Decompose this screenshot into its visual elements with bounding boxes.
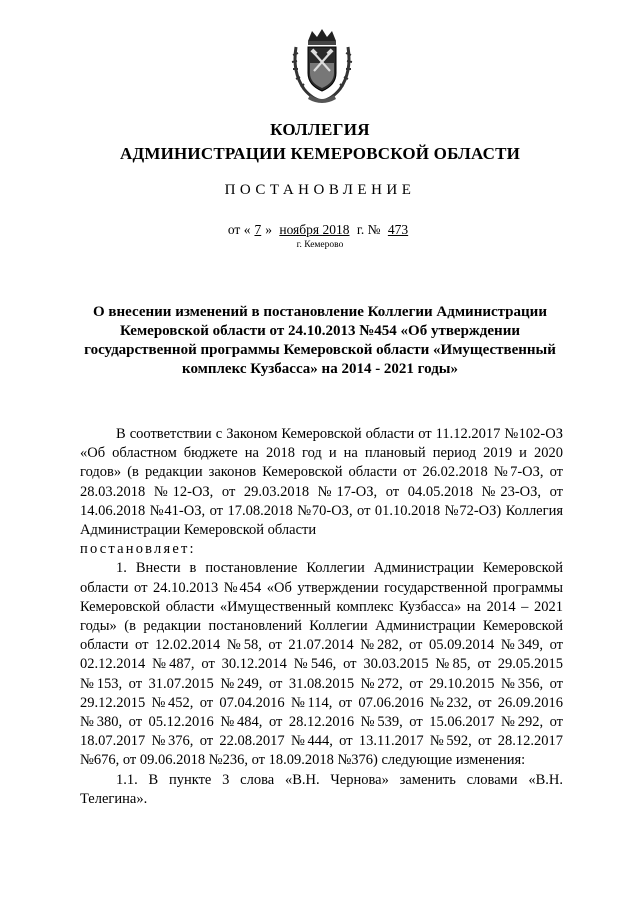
coat-of-arms-emblem	[290, 27, 354, 105]
organization-line-2: АДМИНИСТРАЦИИ КЕМЕРОВСКОЙ ОБЛАСТИ	[119, 144, 521, 163]
paragraph-1	[80, 425, 563, 540]
organization-line-1: КОЛЛЕГИЯ	[270, 120, 370, 139]
date-number-line	[0, 222, 640, 238]
paragraph-3: 1.1. В пункте 3 слова «В.Н. Чернова» заменить словами «В.Н. Телегина».	[80, 771, 563, 807]
document-number: 473	[387, 222, 409, 237]
date-quote-close: »	[265, 222, 272, 237]
number-prefix: г. №	[356, 222, 381, 237]
document-type: ПОСТАНОВЛЕНИЕ	[224, 182, 416, 198]
city-name: г. Кемерово	[296, 240, 344, 250]
date-prefix: от «	[227, 222, 251, 237]
paragraph-1-resolves: постановляет:	[80, 541, 196, 558]
paragraph-2: 1. Внести в постановление Коллегии Администрации Кемеровской области от 24.10.2013 №454 «Об утверждении государственной программы Кемеровской области «Имущественный комплекс Кузбасса» на 2014 – 2021 годы» (в редакции постановлений Коллегии Администрации Кемеровской области от 12.02.2014 №58, от 21.07.2014 №282, от 05.09.2014 №349, от 02.12.2014 №487, от 30.12.2014 №546, от 30.03.2015 №85, от 29.05.2015 №153, от 31.07.2015 №249, от 31.08.2015 №272, от 29.10.2015 №356, от 29.12.2015 №452, от 07.04.2016 №114, от 07.06.2016 №232, от 26.09.2016 №380, от 05.12.2016 №484, от 28.12.2016 №539, от 15.06.2017 №292, от 18.07.2017 №376, от 22.08.2017 №444, от 13.11.2017 №592, от 28.12.2017 №676, от 09.06.2018 №236, от 18.09.2018 №376) следующие изменения:	[80, 560, 563, 769]
date-month-year: ноября 2018	[279, 222, 350, 237]
date-day: 7	[254, 222, 262, 237]
paragraph-1-text: В соответствии с Законом Кемеровской области от 11.12.2017 №102-ОЗ «Об областном бюджете на 2018 год и на плановый период 2019 и 2020 годов» (в редакции законов Кемеровской области от 26.02.2018 №7-ОЗ, от 28.03.2018 №12-ОЗ, от 29.03.2018 №17-ОЗ, от 04.05.2018 №23-ОЗ, от 14.06.2018 №41-ОЗ, от 17.08.2018 №70-ОЗ, от 01.10.2018 №72-ОЗ) Коллегия Администрации Кемеровской области	[80, 426, 563, 539]
document-title: О внесении изменений в постановление Коллегии Администрации Кемеровской области от 24.10.2013 №454 «Об утверждении государственной программы Кемеровской области «Имущественный комплекс Кузбасса» на 2014 - 2021 годы»	[84, 304, 556, 377]
document-body	[80, 425, 563, 809]
